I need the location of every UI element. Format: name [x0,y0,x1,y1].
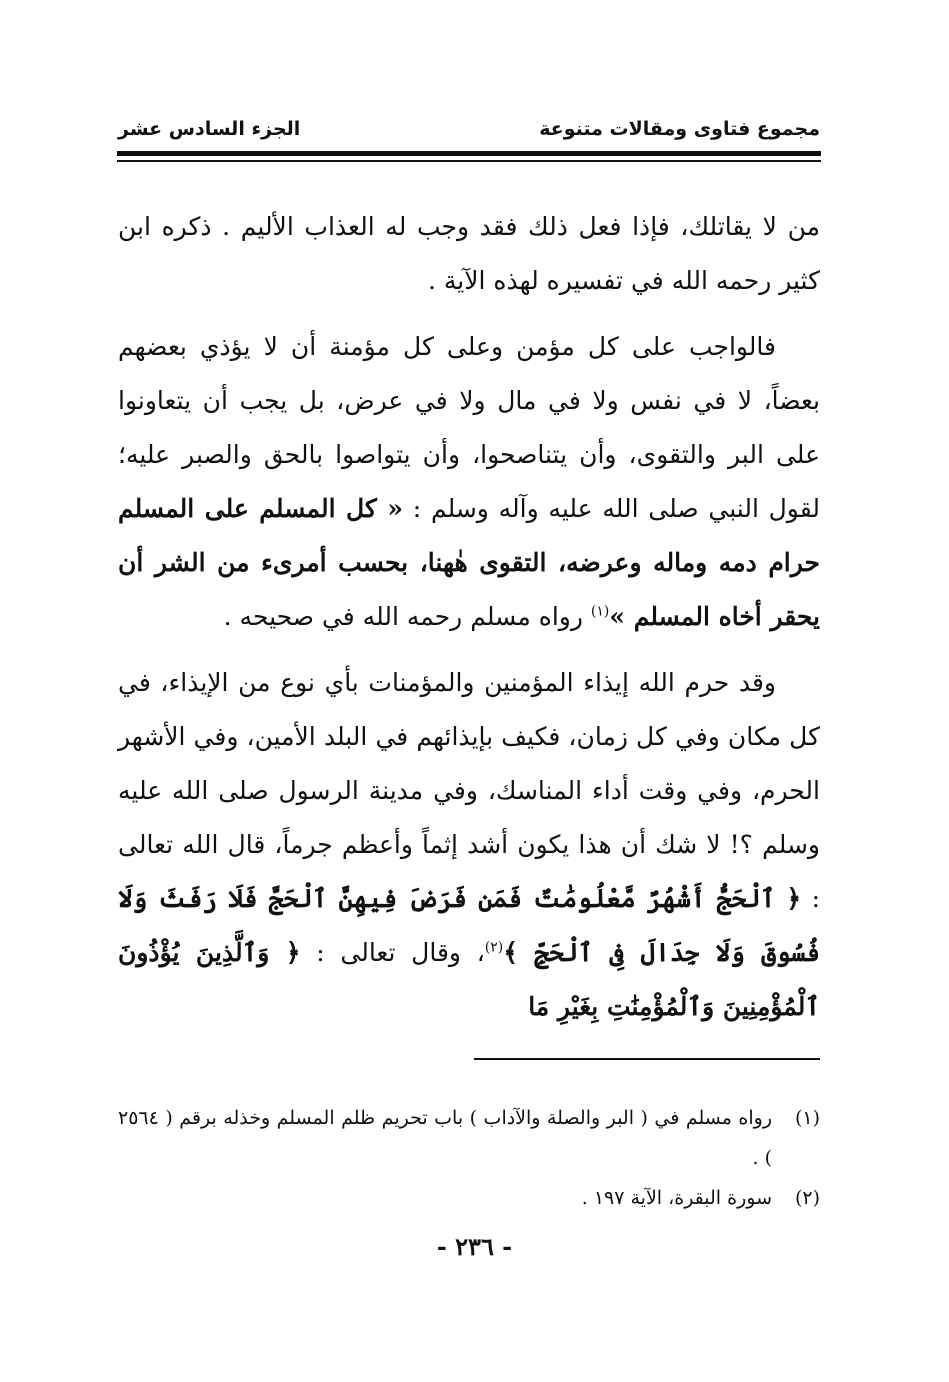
main-text [118,200,820,1034]
paragraph-2 [118,320,820,644]
paragraph-3-continuation: ، وقال تعالى : [316,938,485,967]
header-rule-thick [117,151,821,156]
header-book-title: مجموع فتاوى ومقالات متنوعة [539,118,820,140]
footnote-2-text: سورة البقرة، الآية ١٩٧ . [581,1187,772,1209]
paragraph-2-text: فالواجب على كل مؤمن وعلى كل مؤمنة أن لا يؤذي بعضهم بعضاً، لا في نفس ولا في مال ولا في عرض، بل يجب أن يتعاونوا على البر والتقوى، وأن يتناصحوا، وأن يتواصوا بالحق والصبر عليه؛ لقول النبي صلى الله عليه وآله وسلم : [118,332,820,523]
paragraph-1-text: من لا يقاتلك، فإذا فعل ذلك فقد وجب له العذاب الأليم . ذكره ابن كثير رحمه الله في تفسيره لهذه الآية . [118,212,820,295]
footnote-1-text: رواه مسلم في ( البر والصلة والآداب ) باب تحريم ظلم المسلم وخذله برقم ( ٢٥٦٤ ) . [118,1107,772,1169]
footnote-separator [474,1058,820,1060]
footnotes [118,1098,820,1218]
header-rule-thin [117,160,821,162]
hadith-quote: « كل المسلم على المسلم حرام دمه وماله وعرضه، التقوى هٰهنا، بحسب أمرىء من الشر أن يحقر أخاه المسلم » [118,494,820,631]
paragraph-3 [118,656,820,1034]
paragraph-1 [118,200,820,308]
footnote-ref-1: (١) [590,603,610,620]
quran-verse-1: ﴿ ٱلْحَجُّ أَشْهُرٌ مَّعْلُومَٰتٌ فَمَن فَرَضَ فِيهِنَّ ٱلْحَجَّ فَلَا رَفَثَ وَلَا فُسُوقَ وَلَا جِدَالَ فِى ٱلْحَجِّ ﴾ [118,884,820,967]
footnote-2-number: (٢) [794,1187,820,1209]
paragraph-3-text: وقد حرم الله إيذاء المؤمنين والمؤمنات بأي نوع من الإيذاء، في كل مكان وفي كل زمان، فكيف بإيذائهم في البلد الأمين، وفي الأشهر الحرم، وفي وقت أداء المناسك، وفي مدينة الرسول صلى الله عليه وسلم ؟! لا شك أن هذا يكون أشد إثماً وأعظم جرماً، قال الله تعالى : [118,668,821,913]
paragraph-2-source: رواه مسلم رحمه الله في صحيحه . [223,602,583,631]
footnote-2 [118,1178,820,1218]
running-header [118,112,820,146]
page-number: - ٢٣٦ - [436,1232,513,1261]
quran-verse-2: ﴿ وَٱلَّذِينَ يُؤْذُونَ ٱلْمُؤْمِنِينَ وَٱلْمُؤْمِنَٰتِ بِغَيْرِ مَا [118,938,820,1021]
footnote-ref-2: (٢) [484,939,504,956]
header-volume-title: الجزء السادس عشر [118,118,301,140]
footnote-1 [118,1098,820,1178]
footnote-1-number: (١) [794,1107,820,1129]
